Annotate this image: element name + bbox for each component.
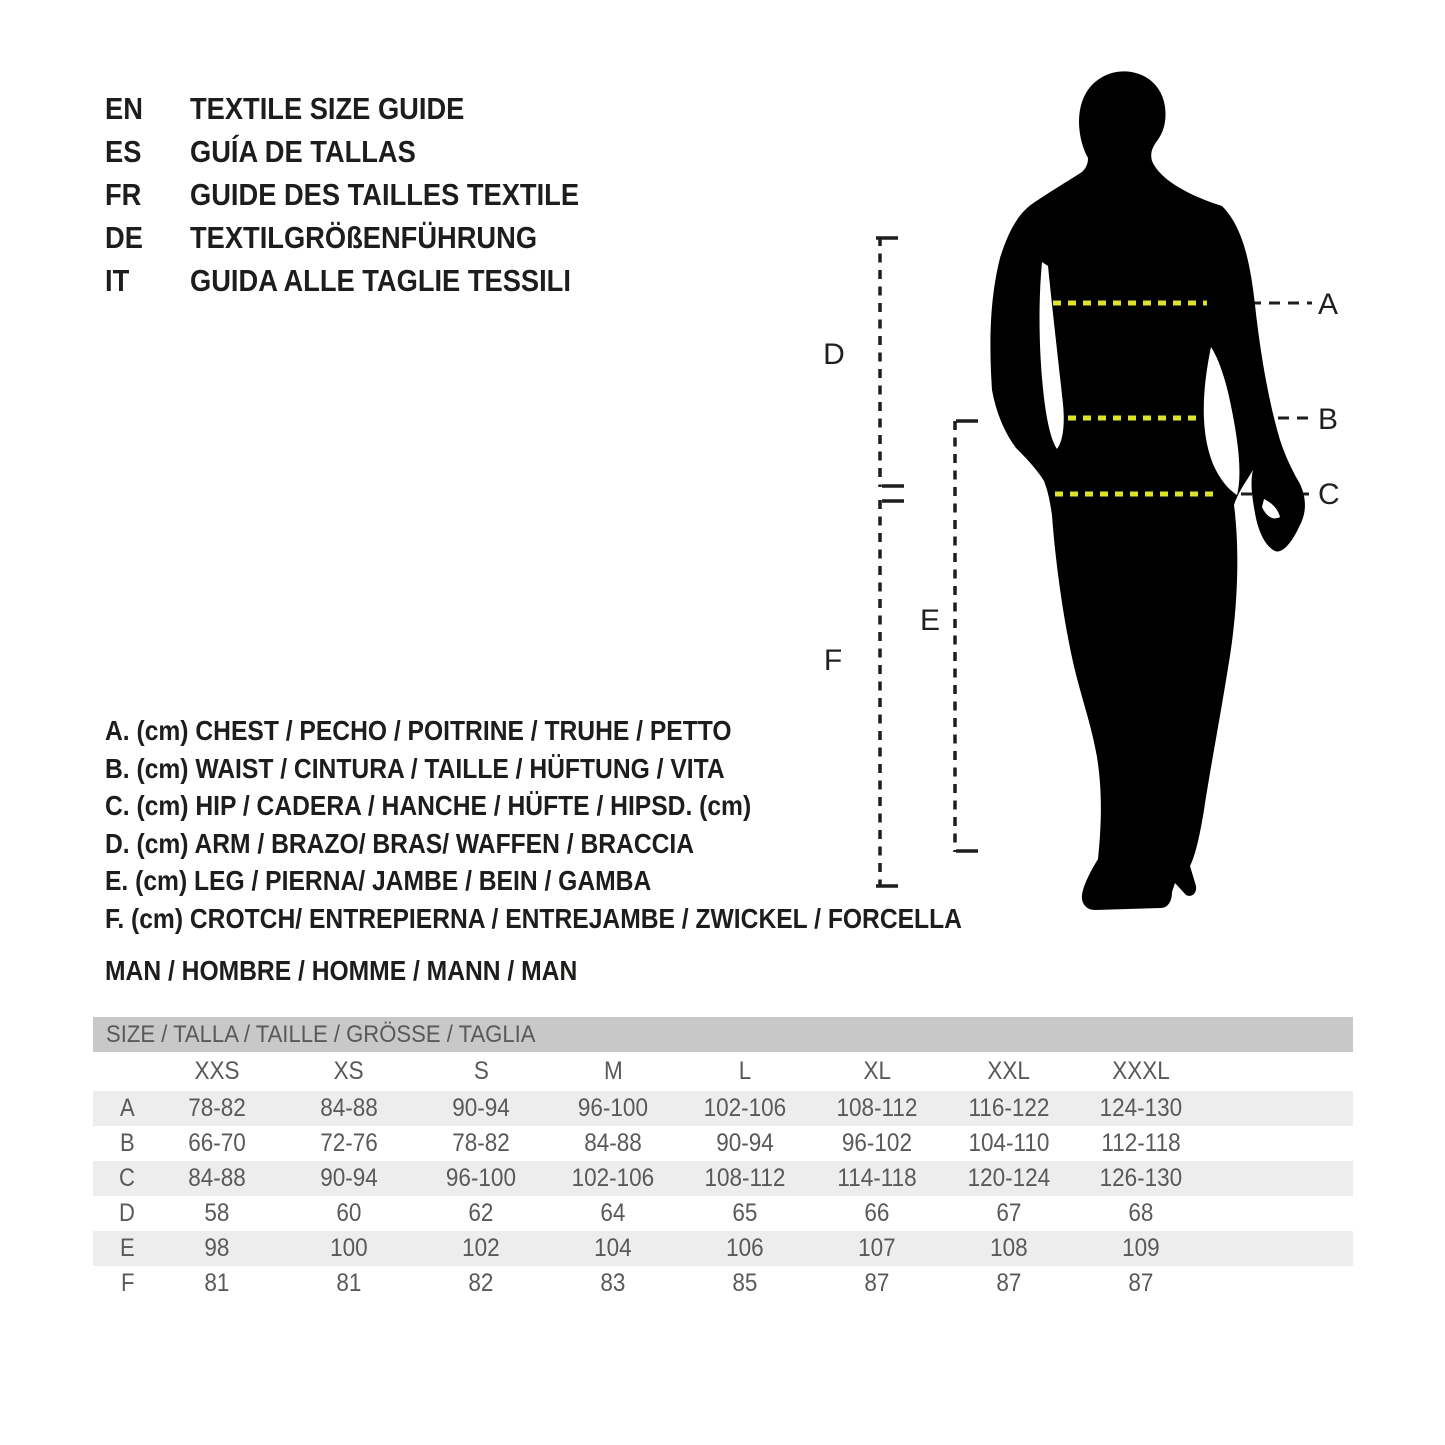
cell-value: 112-118 <box>1101 1129 1181 1157</box>
cell-value: 78-82 <box>452 1129 510 1157</box>
size-col-s: S <box>473 1057 489 1085</box>
cell-value: 96-102 <box>841 1129 913 1157</box>
cell-value: 85 <box>732 1269 758 1297</box>
cell-value: 72-76 <box>320 1129 378 1157</box>
table-row-arm <box>93 1196 1353 1231</box>
cell-value: 102-106 <box>703 1094 787 1122</box>
size-header-row <box>93 1052 1353 1091</box>
row-label: B <box>120 1129 135 1157</box>
language-row-it <box>105 259 632 302</box>
guide-title-de: TEXTILGRÖßENFÜHRUNG <box>190 220 538 255</box>
cell-value: 102-106 <box>571 1164 655 1192</box>
language-code: IT <box>105 263 130 298</box>
language-code: ES <box>105 134 142 169</box>
cell-value: 100 <box>330 1234 368 1262</box>
size-col-xxs: XXS <box>194 1057 240 1085</box>
crotch-label: F <box>823 644 843 677</box>
size-col-l: L <box>738 1057 752 1085</box>
cell-value: 81 <box>336 1269 362 1297</box>
guide-title-it: GUIDA ALLE TAGLIE TESSILI <box>190 263 571 298</box>
cell-value: 96-100 <box>577 1094 649 1122</box>
cell-value: 66-70 <box>188 1129 246 1157</box>
row-label: D <box>119 1199 136 1227</box>
cell-value: 102 <box>462 1234 500 1262</box>
guide-title-fr: GUIDE DES TAILLES TEXTILE <box>190 177 580 212</box>
cell-value: 60 <box>336 1199 362 1227</box>
table-row-hip <box>93 1161 1353 1196</box>
cell-value: 114-118 <box>837 1164 917 1192</box>
table-row-waist <box>93 1126 1353 1161</box>
cell-value: 84-88 <box>584 1129 642 1157</box>
cell-value: 96-100 <box>445 1164 517 1192</box>
hand-thigh-gap <box>1239 505 1254 551</box>
chest-label: A <box>1318 288 1339 321</box>
language-code: FR <box>105 177 142 212</box>
cell-value: 68 <box>1128 1199 1154 1227</box>
measurement-legend <box>105 712 1079 938</box>
table-row-leg <box>93 1231 1353 1266</box>
language-code: EN <box>105 91 143 126</box>
cell-value: 106 <box>726 1234 764 1262</box>
cell-value: 58 <box>204 1199 230 1227</box>
cell-value: 84-88 <box>320 1094 378 1122</box>
cell-value: 66 <box>864 1199 890 1227</box>
cell-value: 65 <box>732 1199 758 1227</box>
legend-hip: C. (cm) HIP / CADERA / HANCHE / HÜFTE / HIPSD. (cm) <box>105 790 752 822</box>
legend-leg: E. (cm) LEG / PIERNA/ JAMBE / BEIN / GAMBA <box>105 865 652 897</box>
size-table-title: SIZE / TALLA / TAILLE / GRÖSSE / TAGLIA <box>106 1020 536 1048</box>
cell-value: 78-82 <box>188 1094 246 1122</box>
row-label: A <box>120 1094 135 1122</box>
cell-value: 81 <box>204 1269 230 1297</box>
language-code: DE <box>105 220 143 255</box>
hip-label: C <box>1318 478 1340 511</box>
cell-value: 98 <box>204 1234 230 1262</box>
cell-value: 108 <box>990 1234 1028 1262</box>
row-label: C <box>119 1164 136 1192</box>
language-row-de <box>105 216 632 259</box>
cell-value: 107 <box>858 1234 896 1262</box>
gender-heading: MAN / HOMBRE / HOMME / MANN / MAN <box>105 955 578 986</box>
size-table <box>93 1017 1353 1301</box>
cell-value: 104 <box>594 1234 632 1262</box>
cell-value: 64 <box>600 1199 626 1227</box>
table-row-chest <box>93 1091 1353 1126</box>
cell-value: 82 <box>468 1269 494 1297</box>
cell-value: 108-112 <box>836 1094 918 1122</box>
legend-chest: A. (cm) CHEST / PECHO / POITRINE / TRUHE / PETTO <box>105 715 732 746</box>
leg-label: E <box>919 604 941 637</box>
cell-value: 120-124 <box>967 1164 1051 1192</box>
legend-arm: D. (cm) ARM / BRAZO/ BRAS/ WAFFEN / BRACCIA <box>105 827 695 859</box>
size-col-xs: XS <box>333 1057 365 1085</box>
cell-value: 87 <box>996 1269 1022 1297</box>
cell-value: 83 <box>600 1269 626 1297</box>
cell-value: 108-112 <box>704 1164 786 1192</box>
size-col-xxxl: XXXL <box>1112 1057 1170 1085</box>
size-table-title-band <box>93 1017 1353 1052</box>
cell-value: 124-130 <box>1099 1094 1183 1122</box>
size-col-xxl: XXL <box>987 1057 1031 1085</box>
size-col-m: M <box>603 1057 623 1085</box>
cell-value: 90-94 <box>320 1164 378 1192</box>
size-col-xl: XL <box>863 1057 891 1085</box>
cell-value: 90-94 <box>452 1094 510 1122</box>
cell-value: 109 <box>1122 1234 1160 1262</box>
language-title-list <box>105 87 632 302</box>
language-row-en <box>105 87 632 130</box>
legend-crotch: F. (cm) CROTCH/ ENTREPIERNA / ENTREJAMBE / ZWICKEL / FORCELLA <box>105 902 962 934</box>
table-row-crotch <box>93 1266 1353 1301</box>
cell-value: 104-110 <box>968 1129 1050 1157</box>
legend-waist: B. (cm) WAIST / CINTURA / TAILLE / HÜFTUNG / VITA <box>105 752 725 784</box>
language-row-fr <box>105 173 632 216</box>
cell-value: 87 <box>1128 1269 1154 1297</box>
guide-title-es: GUÍA DE TALLAS <box>190 134 416 169</box>
cell-value: 90-94 <box>716 1129 774 1157</box>
row-label: F <box>120 1269 135 1297</box>
cell-value: 62 <box>468 1199 494 1227</box>
guide-title-en: TEXTILE SIZE GUIDE <box>190 91 465 126</box>
cell-value: 116-122 <box>968 1094 1050 1122</box>
cell-value: 87 <box>864 1269 890 1297</box>
arm-label: D <box>823 338 845 371</box>
cell-value: 67 <box>996 1199 1022 1227</box>
cell-value: 84-88 <box>188 1164 246 1192</box>
language-row-es <box>105 130 632 173</box>
cell-value: 126-130 <box>1099 1164 1183 1192</box>
waist-label: B <box>1318 403 1339 436</box>
row-label: E <box>120 1234 135 1262</box>
